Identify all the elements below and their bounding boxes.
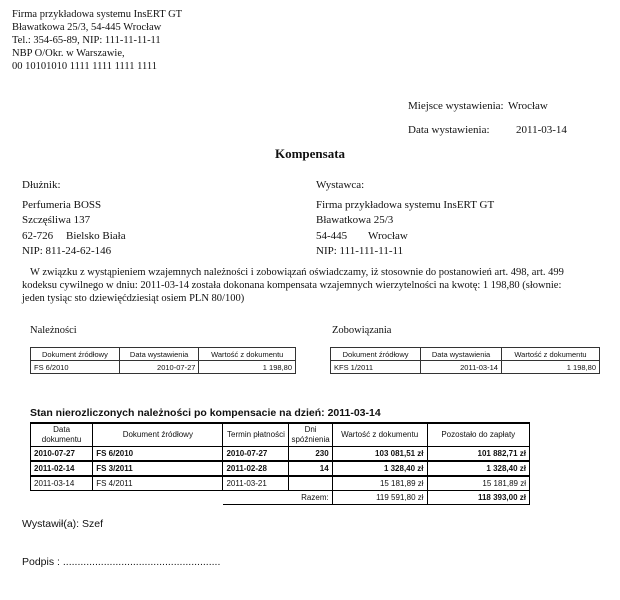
debtor-label: Dłużnik: — [22, 179, 61, 191]
table-row — [31, 361, 296, 374]
issued-by: Wystawił(a): Szef — [22, 518, 104, 530]
receivables-table — [30, 347, 296, 374]
receivables-date: 2010-07-27 — [119, 361, 199, 374]
statement-line-3: jeden tysiąc sto dziewięćdziesiąt osiem PLN 80/100) — [22, 293, 245, 304]
issuer-block — [316, 178, 494, 260]
compensation-statement — [22, 266, 612, 305]
table-row — [331, 361, 600, 374]
col-date: Data dokumentu — [31, 423, 93, 447]
total-row — [31, 491, 530, 505]
row-date: 2011-02-14 — [31, 461, 93, 476]
row-remaining: 1 328,40 zł — [427, 461, 529, 476]
debtor-block — [22, 178, 126, 260]
row-doc: FS 6/2010 — [93, 447, 223, 462]
company-account: 00 10101010 1111 1111 1111 1111 — [12, 61, 157, 72]
liabilities-date: 2011-03-14 — [421, 361, 502, 374]
debtor-city: Bielsko Biała — [66, 229, 126, 242]
table-row — [31, 461, 530, 476]
liabilities-header-doc: Dokument źródłowy — [331, 348, 421, 361]
receivables-header-value: Wartość z dokumentu — [199, 348, 296, 361]
company-contact: Tel.: 354-65-89, NIP: 111-11-11-11 — [12, 35, 161, 46]
liabilities-doc: KFS 1/2011 — [331, 361, 421, 374]
row-doc: FS 4/2011 — [93, 476, 223, 491]
issuer-label: Wystawca: — [316, 179, 365, 191]
row-days — [289, 476, 332, 491]
company-address: Bławatkowa 25/3, 54-445 Wrocław — [12, 22, 162, 33]
statement-line-1: W związku z wystąpieniem wzajemnych należności i zobowiązań oświadczamy, iż stosownie do postanowień art. 498, art. 499 — [30, 267, 564, 278]
place-of-issue — [408, 100, 548, 112]
liabilities-header-date: Data wystawienia — [421, 348, 502, 361]
receivables-header-doc: Dokument źródłowy — [31, 348, 120, 361]
outstanding-table — [30, 422, 530, 505]
issuer-nip: NIP: 111-111-11-11 — [316, 245, 404, 257]
liabilities-table — [330, 347, 600, 374]
debtor-nip: NIP: 811-24-62-146 — [22, 245, 112, 257]
statement-line-2: kodeksu cywilnego w dniu: 2011-03-14 została dokonana kompensata wzajemnych wierzytelności na kwotę: 1 198,80 (słownie: — [22, 280, 562, 291]
receivables-doc: FS 6/2010 — [31, 361, 120, 374]
col-days: Dni spóźnienia — [289, 423, 332, 447]
row-due: 2010-07-27 — [223, 447, 289, 462]
issuer-name: Firma przykładowa systemu InsERT GT — [316, 198, 495, 211]
table-row — [31, 447, 530, 462]
row-days: 14 — [289, 461, 332, 476]
date-of-issue — [408, 124, 567, 136]
row-due: 2011-02-28 — [223, 461, 289, 476]
table-row — [31, 476, 530, 491]
place-value: Wrocław — [508, 100, 548, 112]
row-value: 1 328,40 zł — [332, 461, 427, 476]
col-due: Termin płatności — [223, 423, 289, 447]
total-value: 119 591,80 zł — [332, 491, 427, 505]
row-due: 2011-03-21 — [223, 476, 289, 491]
signature-line: Podpis : ...................................................... — [22, 556, 221, 568]
date-label: Data wystawienia: — [408, 124, 490, 136]
place-label: Miejsce wystawienia: — [408, 100, 504, 112]
debtor-name: Perfumeria BOSS — [22, 198, 102, 211]
issuer-city: Wrocław — [368, 229, 408, 242]
row-days: 230 — [289, 447, 332, 462]
receivables-title: Należności — [30, 325, 77, 336]
row-remaining: 101 882,71 zł — [427, 447, 529, 462]
row-remaining: 15 181,89 zł — [427, 476, 529, 491]
issuer-street: Bławatkowa 25/3 — [316, 214, 394, 226]
col-value: Wartość z dokumentu — [332, 423, 427, 447]
col-remaining: Pozostało do zapłaty — [427, 423, 529, 447]
outstanding-title: Stan nierozliczonych należności po kompensacie na dzień: 2011-03-14 — [30, 407, 381, 419]
receivables-value: 1 198,80 — [199, 361, 296, 374]
row-value: 103 081,51 zł — [332, 447, 427, 462]
issuer-postal: 54-445 — [316, 229, 348, 242]
liabilities-header-value: Wartość z dokumentu — [501, 348, 599, 361]
company-header — [12, 8, 182, 73]
total-label: Razem: — [223, 491, 332, 505]
receivables-header-date: Data wystawienia — [119, 348, 199, 361]
company-bank: NBP O/Okr. w Warszawie, — [12, 48, 125, 59]
row-value: 15 181,89 zł — [332, 476, 427, 491]
col-doc: Dokument źródłowy — [93, 423, 223, 447]
liabilities-value: 1 198,80 — [501, 361, 599, 374]
liabilities-title: Zobowiązania — [332, 325, 392, 336]
row-date: 2010-07-27 — [31, 447, 93, 462]
company-name: Firma przykładowa systemu InsERT GT — [12, 9, 183, 20]
document-title: Kompensata — [274, 146, 346, 161]
row-date: 2011-03-14 — [31, 476, 93, 491]
date-value: 2011-03-14 — [516, 124, 567, 136]
row-doc: FS 3/2011 — [93, 461, 223, 476]
debtor-street: Szczęśliwa 137 — [22, 214, 91, 226]
debtor-postal: 62-726 — [22, 229, 54, 242]
total-remaining: 118 393,00 zł — [427, 491, 529, 505]
